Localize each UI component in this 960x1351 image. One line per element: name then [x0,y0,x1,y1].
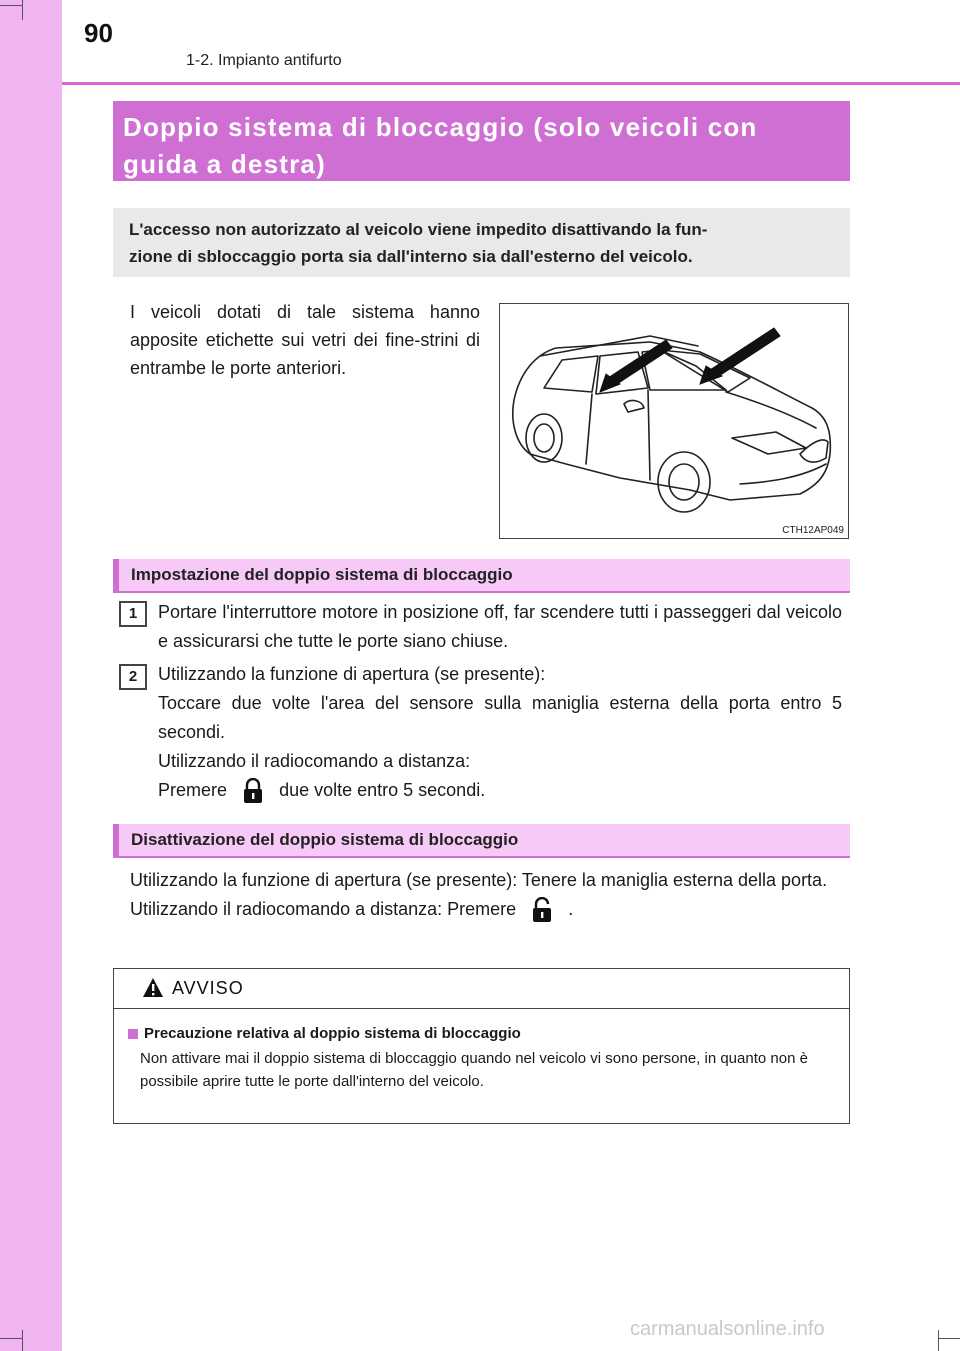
warning-title-text: Precauzione relativa al doppio sistema di bloccaggio [144,1025,521,1042]
crop-mark [938,1330,939,1351]
crop-mark [0,1338,22,1339]
bullet-square-icon [128,1029,138,1039]
figure-code: CTH12AP049 [782,525,844,536]
step-1-text: Portare l'interruttore motore in posizione off, far scendere tutti i passeggeri dal veicolo e assicurarsi che tutte le porte siano chiuse. [158,602,842,651]
warning-box [113,968,850,1124]
intro-paragraph: I veicoli dotati di tale sistema hanno apposite etichette sui vetri dei fine-strini di entrambe le porte anteriori. [130,302,480,378]
section-reference: 1-2. Impianto antifurto [186,52,342,69]
step-2-press-label: Premere [158,780,228,800]
crop-mark [938,1338,960,1339]
deactivation-line1: Utilizzando la funzione di apertura (se presente): Tenere la maniglia esterna della porta. [130,870,828,890]
page-title-line2: guida a destra) [123,149,326,179]
step-number-2: 2 [119,664,147,690]
page-title [113,101,850,181]
deactivation-line2 [130,895,842,924]
crop-mark [22,1330,23,1351]
warning-title [128,1023,835,1045]
step-2-line2: Toccare due volte l'area del sensore sulla maniglia esterna della porta entro 5 secondi. [158,693,842,742]
warning-label: AVVISO [172,978,244,998]
deactivation-paragraph [130,866,842,924]
car-illustration [499,303,849,539]
page-title-line1: Doppio sistema di bloccaggio (solo veicoli con [123,112,758,142]
section-heading-setting: Impostazione del doppio sistema di bloccaggio [113,559,850,593]
step-2-press-suffix: due volte entro 5 secondi. [279,780,486,800]
header-rule [62,82,960,85]
intro-line1: L'accesso non autorizzato al veicolo viene impedito disattivando la fun- [129,220,708,239]
watermark: carmanualsonline.info [630,1318,825,1340]
step-2-line4 [158,776,842,805]
deactivation-press-suffix: . [568,899,574,919]
section-heading-deactivation: Disattivazione del doppio sistema di bloccaggio [113,824,850,858]
intro-box [113,208,850,277]
page-number: 90 [84,18,113,48]
car-drawing [500,304,848,538]
intro-line2: zione di sbloccaggio porta sia dall'interno sia dall'esterno del veicolo. [129,247,693,266]
step-number-1: 1 [119,601,147,627]
step-2-line3: Utilizzando il radiocomando a distanza: [158,751,471,771]
step-2-line1: Utilizzando la funzione di apertura (se presente): [158,664,546,684]
step-2-text [158,660,842,805]
lock-closed-icon [242,778,264,804]
crop-mark [0,5,22,6]
warning-header [114,969,849,1009]
side-tab [0,0,62,1351]
warning-body [114,1009,849,1093]
warning-text: Non attivare mai il doppio sistema di bloccaggio quando nel veicolo vi sono persone, in quanto non è possibile aprire tutte le porte dall'interno del veicolo. [140,1050,808,1090]
crop-mark [22,0,23,20]
lock-open-icon [531,897,553,923]
warning-triangle-icon [142,977,164,999]
deactivation-press-label: Utilizzando il radiocomando a distanza: Premere [130,899,517,919]
